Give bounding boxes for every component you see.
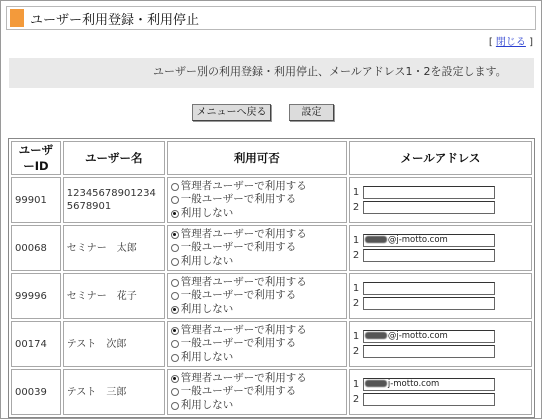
permission-option[interactable] bbox=[171, 385, 343, 399]
column-header-email: メールアドレス bbox=[349, 141, 532, 175]
column-header-user-name: ユーザー名 bbox=[63, 141, 165, 175]
permission-option[interactable] bbox=[171, 193, 343, 207]
email-2-input[interactable] bbox=[363, 393, 495, 406]
email-line bbox=[353, 329, 528, 344]
table-row bbox=[11, 225, 532, 271]
column-header-permission: 利用可否 bbox=[167, 141, 347, 175]
title-marker-icon bbox=[10, 9, 24, 27]
redacted-text bbox=[365, 236, 387, 243]
permission-cell bbox=[167, 321, 347, 367]
table-row bbox=[11, 369, 532, 415]
email-cell bbox=[349, 321, 532, 367]
permission-option[interactable] bbox=[171, 372, 343, 386]
user-name-cell: セミナー 太郎 bbox=[63, 225, 165, 271]
close-link[interactable]: 閉じる bbox=[495, 37, 526, 48]
permission-option[interactable] bbox=[171, 207, 343, 221]
permission-option[interactable] bbox=[171, 399, 343, 413]
permission-option-label: 利用しない bbox=[180, 398, 234, 411]
permission-option-label: 管理者ユーザーで利用する bbox=[180, 371, 307, 384]
email-cell bbox=[349, 273, 532, 319]
user-id-cell: 99996 bbox=[11, 273, 61, 319]
email-cell bbox=[349, 369, 532, 415]
page-description: ユーザー別の利用登録・利用停止、メールアドレス1・2を設定します。 bbox=[153, 65, 507, 78]
table-row bbox=[11, 273, 532, 319]
radio-button[interactable] bbox=[171, 244, 179, 252]
radio-button[interactable] bbox=[171, 210, 179, 218]
redacted-text bbox=[365, 380, 387, 387]
email-2-input[interactable] bbox=[363, 345, 495, 358]
permission-option[interactable] bbox=[171, 276, 343, 290]
permission-cell bbox=[167, 273, 347, 319]
email-line bbox=[353, 344, 528, 359]
set-button[interactable]: 設定 bbox=[289, 104, 334, 121]
back-to-menu-button[interactable]: メニューへ戻る bbox=[192, 104, 271, 121]
user-id-cell: 00174 bbox=[11, 321, 61, 367]
table-row bbox=[11, 321, 532, 367]
permission-option[interactable] bbox=[171, 241, 343, 255]
permission-option[interactable] bbox=[171, 289, 343, 303]
permission-cell bbox=[167, 369, 347, 415]
email-value: @j-motto.com bbox=[387, 331, 448, 341]
email-line bbox=[353, 185, 528, 200]
table-row bbox=[11, 177, 532, 223]
user-id-cell: 00068 bbox=[11, 225, 61, 271]
radio-button[interactable] bbox=[171, 375, 179, 383]
email-line bbox=[353, 233, 528, 248]
email-line bbox=[353, 200, 528, 215]
user-table bbox=[8, 138, 535, 418]
permission-option[interactable] bbox=[171, 180, 343, 194]
permission-option[interactable] bbox=[171, 324, 343, 338]
user-name-cell: セミナー 花子 bbox=[63, 273, 165, 319]
email-line bbox=[353, 281, 528, 296]
radio-button[interactable] bbox=[171, 231, 179, 239]
email-line bbox=[353, 392, 528, 407]
radio-button[interactable] bbox=[171, 292, 179, 300]
column-header-user-id: ユーザーID bbox=[11, 141, 61, 175]
permission-option-label: 利用しない bbox=[180, 254, 234, 267]
radio-button[interactable] bbox=[171, 279, 179, 287]
radio-button[interactable] bbox=[171, 258, 179, 266]
permission-option-label: 一般ユーザーで利用する bbox=[180, 193, 297, 206]
email-2-input[interactable] bbox=[363, 297, 495, 310]
radio-button[interactable] bbox=[171, 327, 179, 335]
table-header-row bbox=[11, 141, 532, 175]
email-index-label: 1 bbox=[352, 331, 360, 342]
email-index-label: 1 bbox=[352, 235, 360, 246]
email-1-input[interactable] bbox=[363, 378, 495, 391]
user-name-cell: テスト 三郎 bbox=[63, 369, 165, 415]
email-index-label: 2 bbox=[352, 250, 360, 261]
email-index-label: 2 bbox=[352, 346, 360, 357]
radio-button[interactable] bbox=[171, 183, 179, 191]
email-index-label: 1 bbox=[352, 187, 360, 198]
permission-option[interactable] bbox=[171, 255, 343, 269]
user-name-cell: 123456789012345678901 bbox=[63, 177, 165, 223]
page-title: ユーザー利用登録・利用停止 bbox=[30, 12, 200, 28]
permission-option-label: 管理者ユーザーで利用する bbox=[180, 179, 307, 192]
permission-option-label: 利用しない bbox=[180, 350, 234, 363]
email-2-input[interactable] bbox=[363, 201, 495, 214]
email-line bbox=[353, 377, 528, 392]
permission-option[interactable] bbox=[171, 228, 343, 242]
permission-option-label: 利用しない bbox=[180, 206, 234, 219]
permission-option[interactable] bbox=[171, 351, 343, 365]
email-1-input[interactable] bbox=[363, 330, 495, 343]
email-cell bbox=[349, 225, 532, 271]
permission-option-label: 管理者ユーザーで利用する bbox=[180, 323, 307, 336]
radio-button[interactable] bbox=[171, 306, 179, 314]
permission-option-label: 利用しない bbox=[180, 302, 234, 315]
radio-button[interactable] bbox=[171, 402, 179, 410]
permission-option-label: 管理者ユーザーで利用する bbox=[180, 227, 307, 240]
email-line bbox=[353, 296, 528, 311]
email-cell bbox=[349, 177, 532, 223]
email-line bbox=[353, 248, 528, 263]
email-1-input[interactable] bbox=[363, 282, 495, 295]
email-index-label: 2 bbox=[352, 298, 360, 309]
radio-button[interactable] bbox=[171, 354, 179, 362]
email-index-label: 2 bbox=[352, 394, 360, 405]
radio-button[interactable] bbox=[171, 388, 179, 396]
permission-option[interactable] bbox=[171, 303, 343, 317]
permission-option-label: 一般ユーザーで利用する bbox=[180, 385, 297, 398]
email-1-input[interactable] bbox=[363, 234, 495, 247]
email-index-label: 2 bbox=[352, 202, 360, 213]
user-id-cell: 00039 bbox=[11, 369, 61, 415]
user-id-cell: 99901 bbox=[11, 177, 61, 223]
email-index-label: 1 bbox=[352, 283, 360, 294]
email-1-input[interactable] bbox=[363, 186, 495, 199]
email-index-label: 1 bbox=[352, 379, 360, 390]
user-name-cell: テスト 次郎 bbox=[63, 321, 165, 367]
radio-button[interactable] bbox=[171, 340, 179, 348]
permission-option-label: 一般ユーザーで利用する bbox=[180, 337, 297, 350]
page-title-bar bbox=[6, 6, 536, 30]
email-value: j-motto.com bbox=[387, 379, 440, 389]
redacted-text bbox=[365, 332, 387, 339]
permission-option[interactable] bbox=[171, 337, 343, 351]
email-value: @j-motto.com bbox=[387, 235, 448, 245]
permission-option-label: 管理者ユーザーで利用する bbox=[180, 275, 307, 288]
permission-option-label: 一般ユーザーで利用する bbox=[180, 289, 297, 302]
permission-cell bbox=[167, 225, 347, 271]
permission-option-label: 一般ユーザーで利用する bbox=[180, 241, 297, 254]
email-2-input[interactable] bbox=[363, 249, 495, 262]
radio-button[interactable] bbox=[171, 196, 179, 204]
close-link-wrapper: [ 閉じる ] bbox=[488, 37, 533, 48]
permission-cell bbox=[167, 177, 347, 223]
